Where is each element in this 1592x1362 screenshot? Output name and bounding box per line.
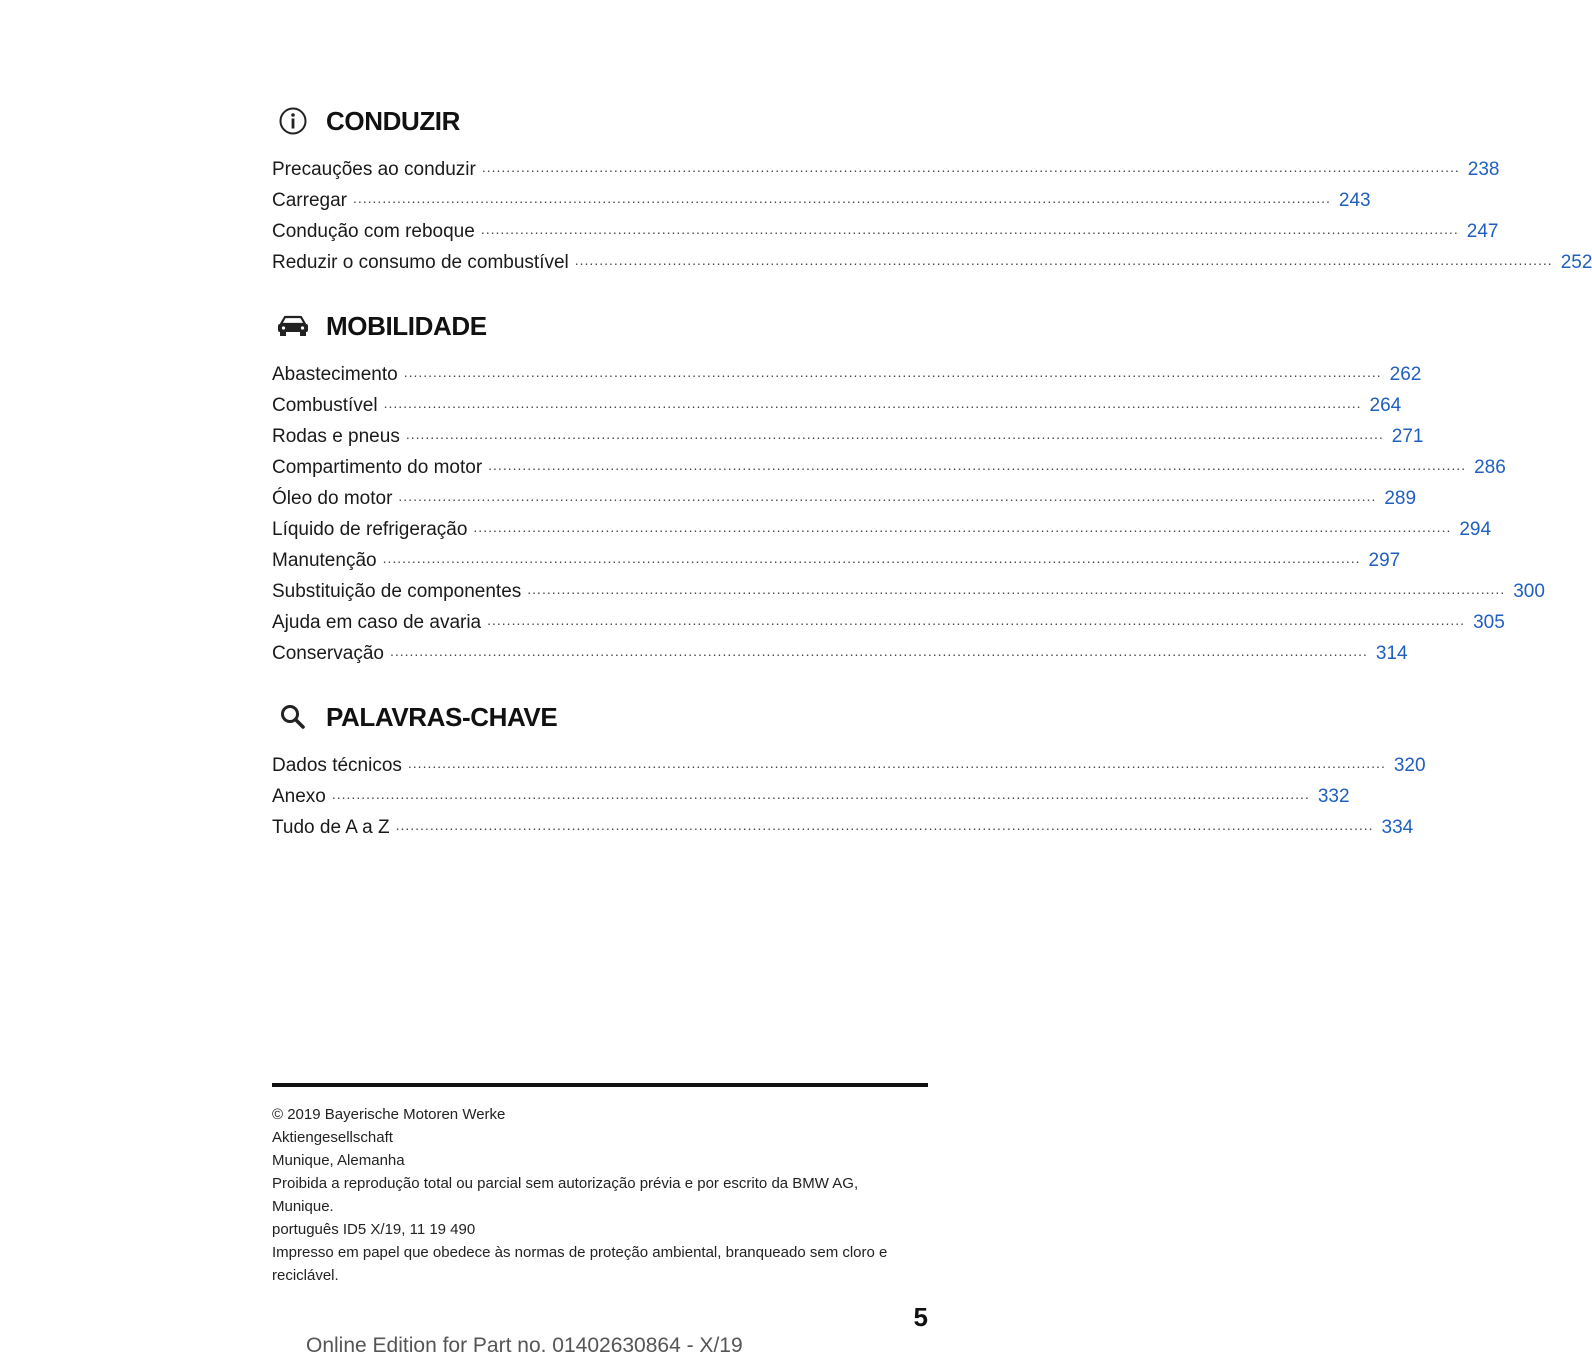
toc-entry-label: Carregar xyxy=(272,190,347,211)
imprint-line: português ID5 X/19, 11 19 490 xyxy=(272,1221,476,1238)
toc-entry[interactable] xyxy=(272,355,1422,386)
toc-entry[interactable] xyxy=(272,603,1505,634)
toc-entry-label: Compartimento do motor xyxy=(272,457,483,478)
info-icon xyxy=(272,103,314,139)
toc-entry-label: Precauções ao conduzir xyxy=(272,159,476,180)
toc-entry[interactable] xyxy=(272,448,1506,479)
search-icon xyxy=(272,699,314,735)
toc-entry-label: Líquido de refrigeração xyxy=(272,519,468,540)
toc-entry-page[interactable]: 300 xyxy=(1513,581,1545,602)
toc-entry-label: Anexo xyxy=(272,786,326,807)
imprint-text xyxy=(272,1103,928,1287)
section-title: CONDUZIR xyxy=(326,105,461,136)
toc-entry-label: Reduzir o consumo de combustível xyxy=(272,252,569,273)
toc-entry-page[interactable]: 305 xyxy=(1473,612,1505,633)
section-header xyxy=(272,96,928,146)
toc-entry[interactable] xyxy=(272,634,1408,665)
toc-entry-label: Manutenção xyxy=(272,550,377,571)
toc-entry-page[interactable]: 264 xyxy=(1369,395,1402,416)
watermark: Online Edition for Part no. 01402630864 - X/19 xyxy=(306,1334,743,1357)
toc-entry-label: Combustível xyxy=(272,395,378,416)
toc-entry-label: Conservação xyxy=(272,643,384,664)
section-title: MOBILIDADE xyxy=(326,310,487,341)
toc-entry[interactable] xyxy=(272,243,1592,274)
toc-entry[interactable] xyxy=(272,181,1371,212)
toc-entry-page[interactable]: 320 xyxy=(1393,755,1426,776)
imprint-line: © 2019 Bayerische Motoren Werke xyxy=(272,1106,506,1123)
toc-entry-page[interactable]: 289 xyxy=(1384,488,1417,509)
dot-leader: ........................................................................................................................................................................................................ xyxy=(352,190,1331,206)
section-header xyxy=(272,692,928,742)
toc-entry[interactable] xyxy=(272,541,1401,572)
toc-entry[interactable] xyxy=(272,572,1545,603)
section-conduzir xyxy=(272,96,1592,274)
car-icon xyxy=(272,308,314,344)
toc-entry-page[interactable]: 247 xyxy=(1466,221,1499,242)
dot-leader: ........................................................................................................................................................................................................ xyxy=(473,519,1452,535)
section-mobilidade xyxy=(272,301,1545,665)
toc-entry-label: Rodas e pneus xyxy=(272,426,400,447)
toc-entry-page[interactable]: 286 xyxy=(1474,457,1506,478)
dot-leader: ........................................................................................................................................................................................................ xyxy=(574,252,1553,268)
toc-entry-label: Tudo de A a Z xyxy=(272,817,390,838)
toc-entry-page[interactable]: 262 xyxy=(1389,364,1422,385)
dot-leader: ........................................................................................................................................................................................................ xyxy=(407,755,1386,771)
table-of-contents xyxy=(272,96,1592,866)
toc-entry[interactable] xyxy=(272,417,1424,448)
dot-leader: ........................................................................................................................................................................................................ xyxy=(331,786,1310,802)
page-number: 5 xyxy=(913,1302,928,1332)
dot-leader: ........................................................................................................................................................................................................ xyxy=(403,364,1382,380)
toc-entry-label: Ajuda em caso de avaria xyxy=(272,612,482,633)
dot-leader: ........................................................................................................................................................................................................ xyxy=(488,457,1467,473)
dot-leader: ........................................................................................................................................................................................................ xyxy=(487,612,1466,628)
toc-entry[interactable] xyxy=(272,510,1492,541)
toc-entry-page[interactable]: 314 xyxy=(1375,643,1408,664)
toc-entry-page[interactable]: 332 xyxy=(1317,786,1350,807)
toc-entry-page[interactable]: 334 xyxy=(1381,817,1414,838)
imprint-line: reciclável. xyxy=(272,1267,339,1284)
section-header xyxy=(272,301,928,351)
imprint-line: Aktiengesellschaft xyxy=(272,1129,393,1146)
dot-leader: ........................................................................................................................................................................................................ xyxy=(527,581,1506,597)
section-palavras-chave xyxy=(272,692,1426,839)
imprint xyxy=(272,1083,928,1287)
toc-entry-page[interactable]: 238 xyxy=(1467,159,1500,180)
toc-entry-page[interactable]: 252 xyxy=(1560,252,1592,273)
dot-leader: ........................................................................................................................................................................................................ xyxy=(382,550,1361,566)
dot-leader: ........................................................................................................................................................................................................ xyxy=(405,426,1384,442)
footer-divider xyxy=(272,1083,928,1087)
toc-entry-page[interactable]: 243 xyxy=(1338,190,1371,211)
imprint-line: Munique. xyxy=(272,1198,334,1215)
toc-entry-label: Óleo do motor xyxy=(272,488,393,509)
toc-entry-label: Abastecimento xyxy=(272,364,398,385)
dot-leader: ........................................................................................................................................................................................................ xyxy=(395,817,1374,833)
section-title: PALAVRAS-CHAVE xyxy=(326,701,558,732)
dot-leader: ........................................................................................................................................................................................................ xyxy=(398,488,1377,504)
toc-entry-label: Dados técnicos xyxy=(272,755,402,776)
toc-entry-label: Condução com reboque xyxy=(272,221,475,242)
toc-entry[interactable] xyxy=(272,808,1414,839)
toc-entry[interactable] xyxy=(272,150,1500,181)
dot-leader: ........................................................................................................................................................................................................ xyxy=(480,221,1459,237)
toc-entry[interactable] xyxy=(272,479,1417,510)
toc-entry-page[interactable]: 271 xyxy=(1391,426,1424,447)
dot-leader: ........................................................................................................................................................................................................ xyxy=(389,643,1368,659)
dot-leader: ........................................................................................................................................................................................................ xyxy=(481,159,1460,175)
dot-leader: ........................................................................................................................................................................................................ xyxy=(383,395,1362,411)
imprint-line: Munique, Alemanha xyxy=(272,1152,405,1169)
imprint-line: Proibida a reprodução total ou parcial sem autorização prévia e por escrito da BMW AG, xyxy=(272,1175,859,1192)
toc-entry-label: Substituição de componentes xyxy=(272,581,522,602)
toc-entry-page[interactable]: 297 xyxy=(1368,550,1401,571)
toc-entry[interactable] xyxy=(272,386,1402,417)
imprint-line: Impresso em papel que obedece às normas de proteção ambiental, branqueado sem cloro e xyxy=(272,1244,888,1261)
toc-entry[interactable] xyxy=(272,746,1426,777)
toc-entry[interactable] xyxy=(272,777,1350,808)
toc-entry-page[interactable]: 294 xyxy=(1459,519,1492,540)
toc-entry[interactable] xyxy=(272,212,1499,243)
